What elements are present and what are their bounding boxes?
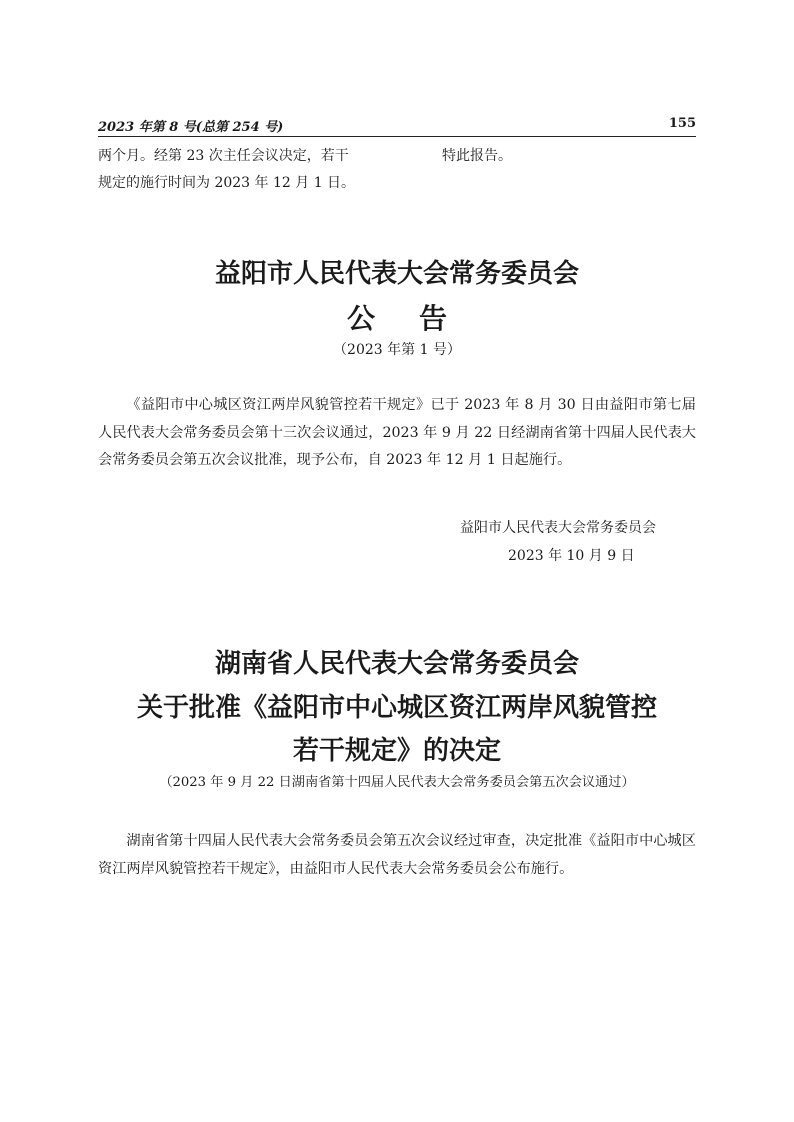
announcement-subtitle: 公告 [346,302,491,335]
continuation-line-right: 特此报告。 [442,148,512,164]
decision-title-line-3: 若干规定》的决定 [292,736,501,766]
announcement-number: （2023 年第 1 号） [333,342,461,358]
continuation-line-2: 规定的施行时间为 2023 年 12 月 1 日。 [98,175,356,191]
continuation-line-left: 两个月。经第 23 次主任会议决定，若干 [98,148,349,164]
decision-body: 湖南省第十四届人民代表大会常务委员会第五次会议经过审查，决定批准《益阳市中心城区资江两岸风貌管控若干规定》，由益阳市人民代表大会常务委员会公布施行。 [98,833,696,877]
announcement-body: 《益阳市中心城区资江两岸风貌管控若干规定》已于 2023 年 8 月 30 日由益阳市第七届人民代表大会常务委员会第十三次会议通过，2023 年 9 月 22 日经湖南省第十四届人民代表大会常务委员会第五次会议批准，现予公布，自 2023 年 12 月 1 日起施行。 [98,397,696,468]
decision-title-line-1: 湖南省人民代表大会常务委员会 [214,649,579,679]
announcement-date: 2023 年 10 月 9 日 [508,548,635,564]
decision-title-line-2: 关于批准《益阳市中心城区资江两岸风貌管控 [136,693,657,723]
decision-note: （2023 年 9 月 22 日湖南省第十四届人民代表大会常务委员会第五次会议通过） [159,775,635,790]
page-number: 155 [668,116,696,131]
announcement-signature: 益阳市人民代表大会常务委员会 [460,520,656,536]
issue-label: 2023 年第 8 号(总第 254 号) [98,120,284,135]
page-header [98,116,696,137]
announcement-title: 益阳市人民代表大会常务委员会 [214,259,579,289]
